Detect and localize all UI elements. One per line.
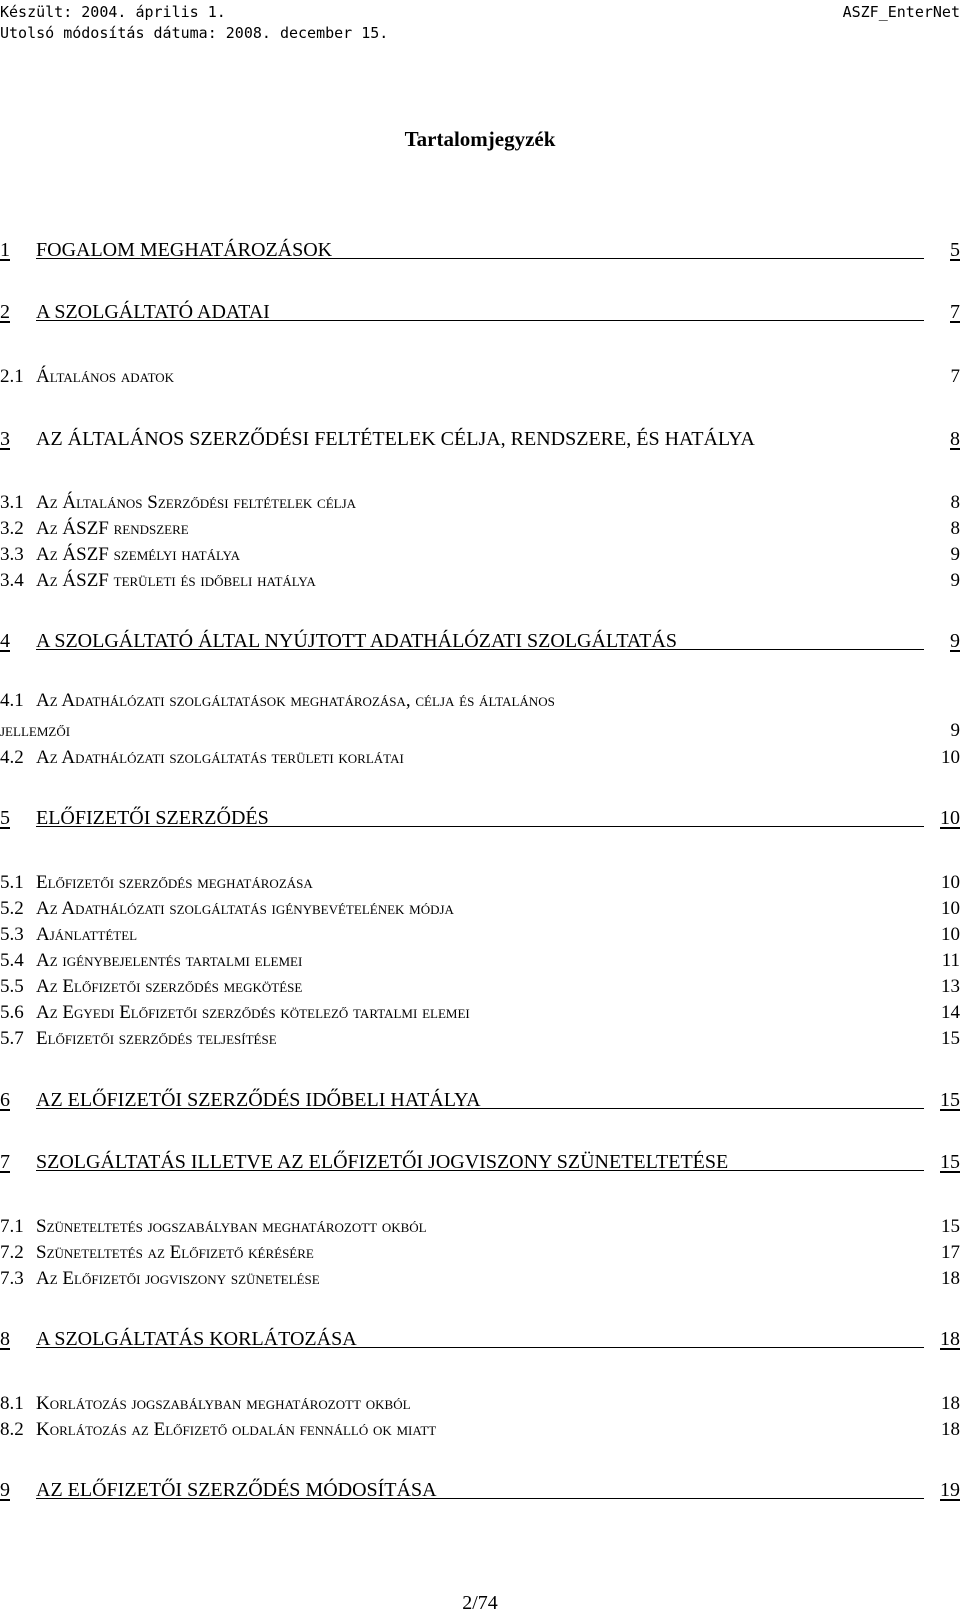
toc-entry-title: Általános adatok: [36, 366, 175, 387]
toc-entry-title: Az Általános Szerződési feltételek célja: [36, 492, 357, 513]
toc-entry[interactable]: [0, 1389, 960, 1415]
toc-entry[interactable]: [0, 690, 960, 742]
toc-entry-page: 10: [941, 898, 960, 919]
toc-entry-page: 7: [950, 366, 960, 387]
toc-entry[interactable]: [0, 894, 960, 920]
toc-entry-page: 5: [950, 239, 960, 261]
toc-title: Tartalomjegyzék: [404, 127, 556, 151]
toc-entry-page: 18: [941, 1393, 960, 1414]
toc-entry-number: 2.1: [0, 366, 24, 387]
toc-entry-number: 7.2: [0, 1242, 24, 1263]
toc-entry-title: Előfizetői szerződés meghatározása: [36, 872, 313, 893]
toc-entry-page: 17: [941, 1242, 960, 1263]
toc-entry-number: 7.1: [0, 1216, 24, 1237]
modified-date: Utolsó módosítás dátuma: 2008. december 15.: [0, 24, 389, 42]
toc-entry[interactable]: [0, 743, 960, 769]
toc-entry-page: 18: [941, 1268, 960, 1289]
toc-entry-number: 5.1: [0, 872, 24, 893]
toc-entry-title-continued: jellemzői: [0, 720, 71, 741]
toc-entry-page: 10: [941, 872, 960, 893]
toc-entry[interactable]: [0, 1024, 960, 1050]
toc-entry-title: Szüneteltetés jogszabályban meghatározott okból: [36, 1216, 427, 1237]
toc-entry[interactable]: [0, 540, 960, 566]
toc-entry-title: AZ ELŐFIZETŐI SZERZŐDÉS MÓDOSÍTÁSA: [36, 1479, 437, 1501]
toc-entry[interactable]: [0, 566, 960, 592]
toc-entry-title: Ajánlattétel: [36, 924, 138, 945]
toc-entry-page: 8: [950, 492, 960, 513]
toc-entry-number: 4.1: [0, 690, 24, 711]
toc-entry-title: Az Előfizetői szerződés megkötése: [36, 976, 303, 997]
toc-entry-page: 8: [950, 428, 960, 450]
created-date: Készült: 2004. április 1.: [0, 3, 226, 21]
toc-entry[interactable]: [0, 298, 960, 324]
toc-entry-number: 1: [0, 239, 10, 261]
toc-entry-number: 5.2: [0, 898, 24, 919]
toc-entry-number: 3.4: [0, 570, 24, 591]
toc-entry-title: ELŐFIZETŐI SZERZŐDÉS: [36, 807, 269, 829]
document-id: ASZF_EnterNet: [842, 3, 960, 21]
toc-entry-page: 7: [950, 301, 960, 323]
toc-entry-title: AZ ELŐFIZETŐI SZERZŐDÉS IDŐBELI HATÁLYA: [36, 1089, 481, 1111]
toc-entry-title: Az igénybejelentés tartalmi elemei: [36, 950, 303, 971]
toc-entry[interactable]: [0, 972, 960, 998]
toc-entry-page: 9: [950, 544, 960, 565]
toc-entry-title: Előfizetői szerződés teljesítése: [36, 1028, 277, 1049]
toc-entry-page: 13: [941, 976, 960, 997]
toc-entry-page: 10: [941, 924, 960, 945]
toc-entry[interactable]: [0, 514, 960, 540]
toc-entry-number: 8: [0, 1328, 10, 1350]
toc-entry-number: 4: [0, 630, 10, 652]
toc-entry[interactable]: [0, 236, 960, 262]
toc-entry[interactable]: [0, 488, 960, 514]
toc-entry-number: 5.3: [0, 924, 24, 945]
toc-entry-title: Az ÁSZF rendszere: [36, 518, 189, 539]
toc-entry[interactable]: [0, 1264, 960, 1290]
toc-entry-number: 5.6: [0, 1002, 24, 1023]
toc-entry-page: 15: [940, 1089, 960, 1111]
toc-entry-page: 11: [941, 950, 960, 971]
toc-entry-title: Az ÁSZF területi és időbeli hatálya: [36, 570, 316, 591]
toc-entry[interactable]: [0, 627, 960, 653]
page-header: [0, 0, 960, 50]
toc-entry[interactable]: [0, 1325, 960, 1351]
toc-entry-page: 10: [940, 807, 960, 829]
toc-entry-title: SZOLGÁLTATÁS ILLETVE AZ ELŐFIZETŐI JOGVISZONY SZÜNETELTETÉSE: [36, 1151, 729, 1173]
toc-entry-page: 19: [940, 1479, 960, 1501]
toc-entry-page: 10: [941, 747, 960, 768]
toc-entry-title: FOGALOM MEGHATÁROZÁSOK: [36, 239, 333, 261]
toc-entry-title: Az ÁSZF személyi hatálya: [36, 544, 240, 565]
toc-entry-number: 8.1: [0, 1393, 24, 1414]
toc-entry-title: Az Előfizetői jogviszony szünetelése: [36, 1268, 320, 1289]
toc-entry[interactable]: [0, 868, 960, 894]
toc-entry[interactable]: [0, 920, 960, 946]
toc-entry-title: Az Egyedi Előfizetői szerződés kötelező tartalmi elemei: [36, 1002, 470, 1023]
toc-entry-number: 3.3: [0, 544, 24, 565]
toc-entry-number: 3.2: [0, 518, 24, 539]
toc-entry[interactable]: [0, 1238, 960, 1264]
toc-entry-number: 7.3: [0, 1268, 24, 1289]
toc-entry-number: 3.1: [0, 492, 24, 513]
toc-entry-number: 3: [0, 428, 10, 450]
toc-entry-number: 5.5: [0, 976, 24, 997]
toc-entry-title: Az Adathálózati szolgáltatás igénybevételének módja: [36, 898, 454, 919]
toc-entry-page: 9: [950, 720, 960, 741]
toc-entry-title: Az Adathálózati szolgáltatások meghatározása, célja és általános: [36, 690, 555, 711]
toc-entry-title: A SZOLGÁLTATÁS KORLÁTOZÁSA: [36, 1328, 357, 1350]
toc-entry[interactable]: [0, 1212, 960, 1238]
toc-entry[interactable]: [0, 425, 960, 451]
toc-entry[interactable]: [0, 946, 960, 972]
toc-entry-title: Szüneteltetés az Előfizető kérésére: [36, 1242, 314, 1263]
toc-entry-title: A SZOLGÁLTATÓ ADATAI: [36, 301, 270, 323]
toc-entry-page: 15: [941, 1028, 960, 1049]
toc-entry-title: AZ ÁLTALÁNOS SZERZŐDÉSI FELTÉTELEK CÉLJA, RENDSZERE, ÉS HATÁLYA: [36, 428, 755, 450]
toc-entry[interactable]: [0, 362, 960, 388]
toc-entry[interactable]: [0, 804, 960, 830]
toc-entry-number: 5.7: [0, 1028, 24, 1049]
toc-entry[interactable]: [0, 998, 960, 1024]
toc-entry-page: 18: [940, 1328, 960, 1350]
toc-entry-title: Az Adathálózati szolgáltatás területi korlátai: [36, 747, 404, 768]
toc-entry-number: 5.4: [0, 950, 24, 971]
toc-entry-title: Korlátozás az Előfizető oldalán fennálló ok miatt: [36, 1419, 437, 1440]
toc-entry-number: 4.2: [0, 747, 24, 768]
toc-entry-number: 5: [0, 807, 10, 829]
toc-entry-number: 6: [0, 1089, 10, 1111]
toc-entry[interactable]: [0, 1086, 960, 1112]
toc-entry-number: 7: [0, 1151, 10, 1173]
toc-entry[interactable]: [0, 1148, 960, 1174]
toc-entry-number: 2: [0, 301, 10, 323]
toc-entry-number: 9: [0, 1479, 10, 1501]
toc-entry[interactable]: [0, 1476, 960, 1502]
toc-entry-title: A SZOLGÁLTATÓ ÁLTAL NYÚJTOTT ADATHÁLÓZATI SZOLGÁLTATÁS: [36, 630, 677, 652]
toc-entry-page: 15: [941, 1216, 960, 1237]
page-number: 2/74: [462, 1592, 498, 1614]
toc-entry-page: 8: [950, 518, 960, 539]
toc-entry-page: 14: [941, 1002, 960, 1023]
toc-entry-number: 8.2: [0, 1419, 24, 1440]
toc-entry-page: 15: [940, 1151, 960, 1173]
toc-entry[interactable]: [0, 1415, 960, 1441]
toc-entry-page: 9: [950, 630, 960, 652]
toc-entry-title: Korlátozás jogszabályban meghatározott okból: [36, 1393, 411, 1414]
toc-entry-page: 9: [950, 570, 960, 591]
toc-entry-page: 18: [941, 1419, 960, 1440]
